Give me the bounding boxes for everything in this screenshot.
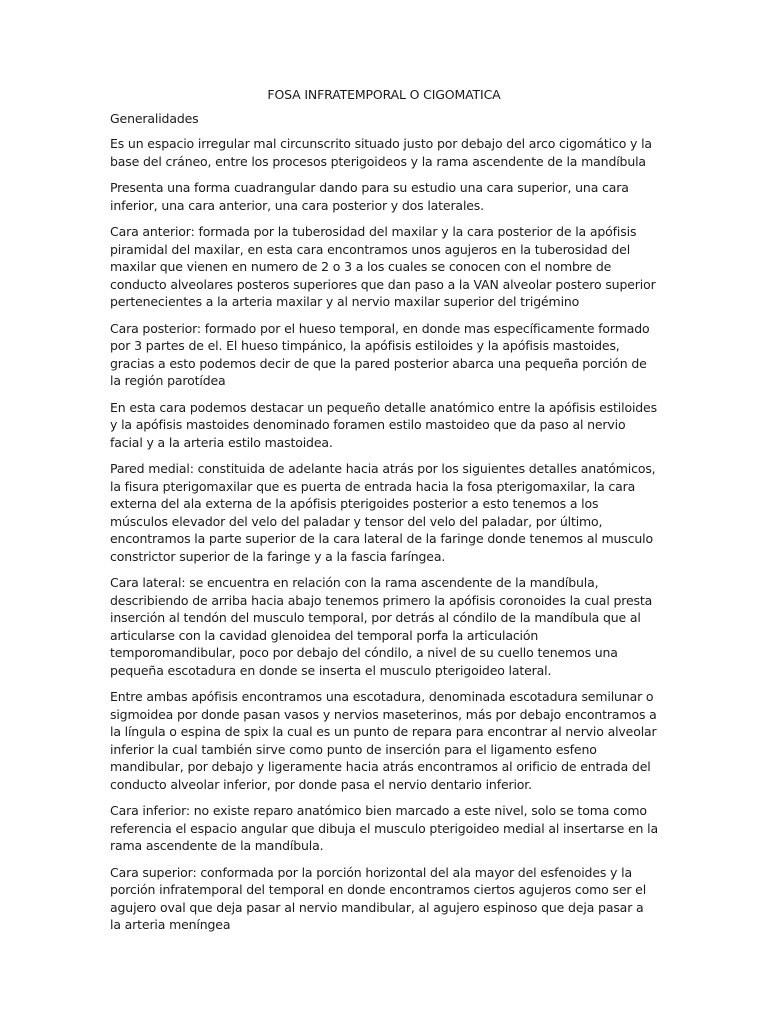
paragraph-forma: Presenta una forma cuadrangular dando para su estudio una cara superior, una cara inferior, una cara anterior, una cara posterior y dos laterales. — [110, 180, 629, 213]
document-title: FOSA INFRATEMPORAL O CIGOMATICA — [267, 87, 501, 102]
document-body — [110, 86, 658, 943]
paragraph-cara-inferior: Cara inferior: no existe reparo anatómico bien marcado a este nivel, solo se toma como referencia el espacio angular que dibuja el musculo pterigoideo medial al insertarse en la rama ascendente de la mandíbula. — [110, 803, 658, 853]
paragraph-cara-superior: Cara superior: conformada por la porción horizontal del ala mayor del esfenoides y la porción infratemporal del temporal en donde encontramos ciertos agujeros como ser el agujero oval que deja pasar al nervio mandibular, al agujero espinoso que deja pasar a la arteria meníngea — [110, 864, 647, 932]
paragraph-cara-posterior: Cara posterior: formado por el hueso temporal, en donde mas específicamente formado por 3 partes de el. El hueso timpánico, la apófisis estiloides y la apófisis mastoides, gracias a esto podemos decir de que la pared posterior abarca una pequeña porción de la región parotídea — [110, 320, 650, 388]
paragraph-cara-anterior: Cara anterior: formada por la tuberosidad del maxilar y la cara posterior de la apófisis piramidal del maxilar, en esta cara encontramos unos agujeros en la tuberosidad del maxilar que vienen en numero de 2 o 3 a los cuales se conocen con el nombre de conducto alveolares posteros superiores que dan paso a la VAN alveolar postero superior pertenecientes a la arteria maxilar y al nervio maxilar superior del trigémino — [110, 224, 656, 309]
paragraph-pared-medial: Pared medial: constituida de adelante hacia atrás por los siguientes detalles anatómicos, la fisura pterigomaxilar que es puerta de entrada hacia la fosa pterigomaxilar, la cara externa del ala externa de la apófisis pterigoides posterior a esto tenemos a los músculos elevador del velo del paladar y tensor del velo del paladar, por último, encontramos la parte superior de la cara lateral de la faringe donde tenemos al musculo constrictor superior de la faringe y a la fascia faríngea. — [110, 461, 656, 564]
paragraph-foramen-estilomastoideo: En esta cara podemos destacar un pequeño detalle anatómico entre la apófisis estiloides y la apófisis mastoides denominado foramen estilo mastoideo que da paso al nervio facial y a la arteria estilo mastoidea. — [110, 399, 657, 450]
paragraph-intro: Es un espacio irregular mal circunscrito situado justo por debajo del arco cigomático y la base del cráneo, entre los procesos pterigoideos y la rama ascendente de la mandíbula — [110, 136, 652, 169]
paragraph-cara-lateral: Cara lateral: se encuentra en relación con la rama ascendente de la mandíbula, describiendo de arriba hacia abajo tenemos primero la apófisis coronoides la cual presta inserción al tendón del musculo temporal, por detrás al cóndilo de la mandíbula que al articularse con la cavidad glenoidea del temporal porfa la articulación temporomandibular, poco por debajo del cóndilo, a nivel de su cuello tenemos una pequeña escotadura en donde se inserta el musculo pterigoideo lateral. — [110, 575, 653, 678]
section-heading: Generalidades — [110, 110, 199, 126]
paragraph-escotadura: Entre ambas apófisis encontramos una escotadura, denominada escotadura semilunar o sigmoidea por donde pasan vasos y nervios maseterinos, más por debajo encontramos a la língula o espina de spix la cual es un punto de repara para encontrar al nervio alveolar inferior la cual también sirve como punto de inserción para el ligamento esfeno mandibular, por debajo y ligeramente hacia atrás encontramos al orificio de entrada del conducto alveolar inferior, por donde pasa el nervio dentario inferior. — [110, 689, 657, 792]
